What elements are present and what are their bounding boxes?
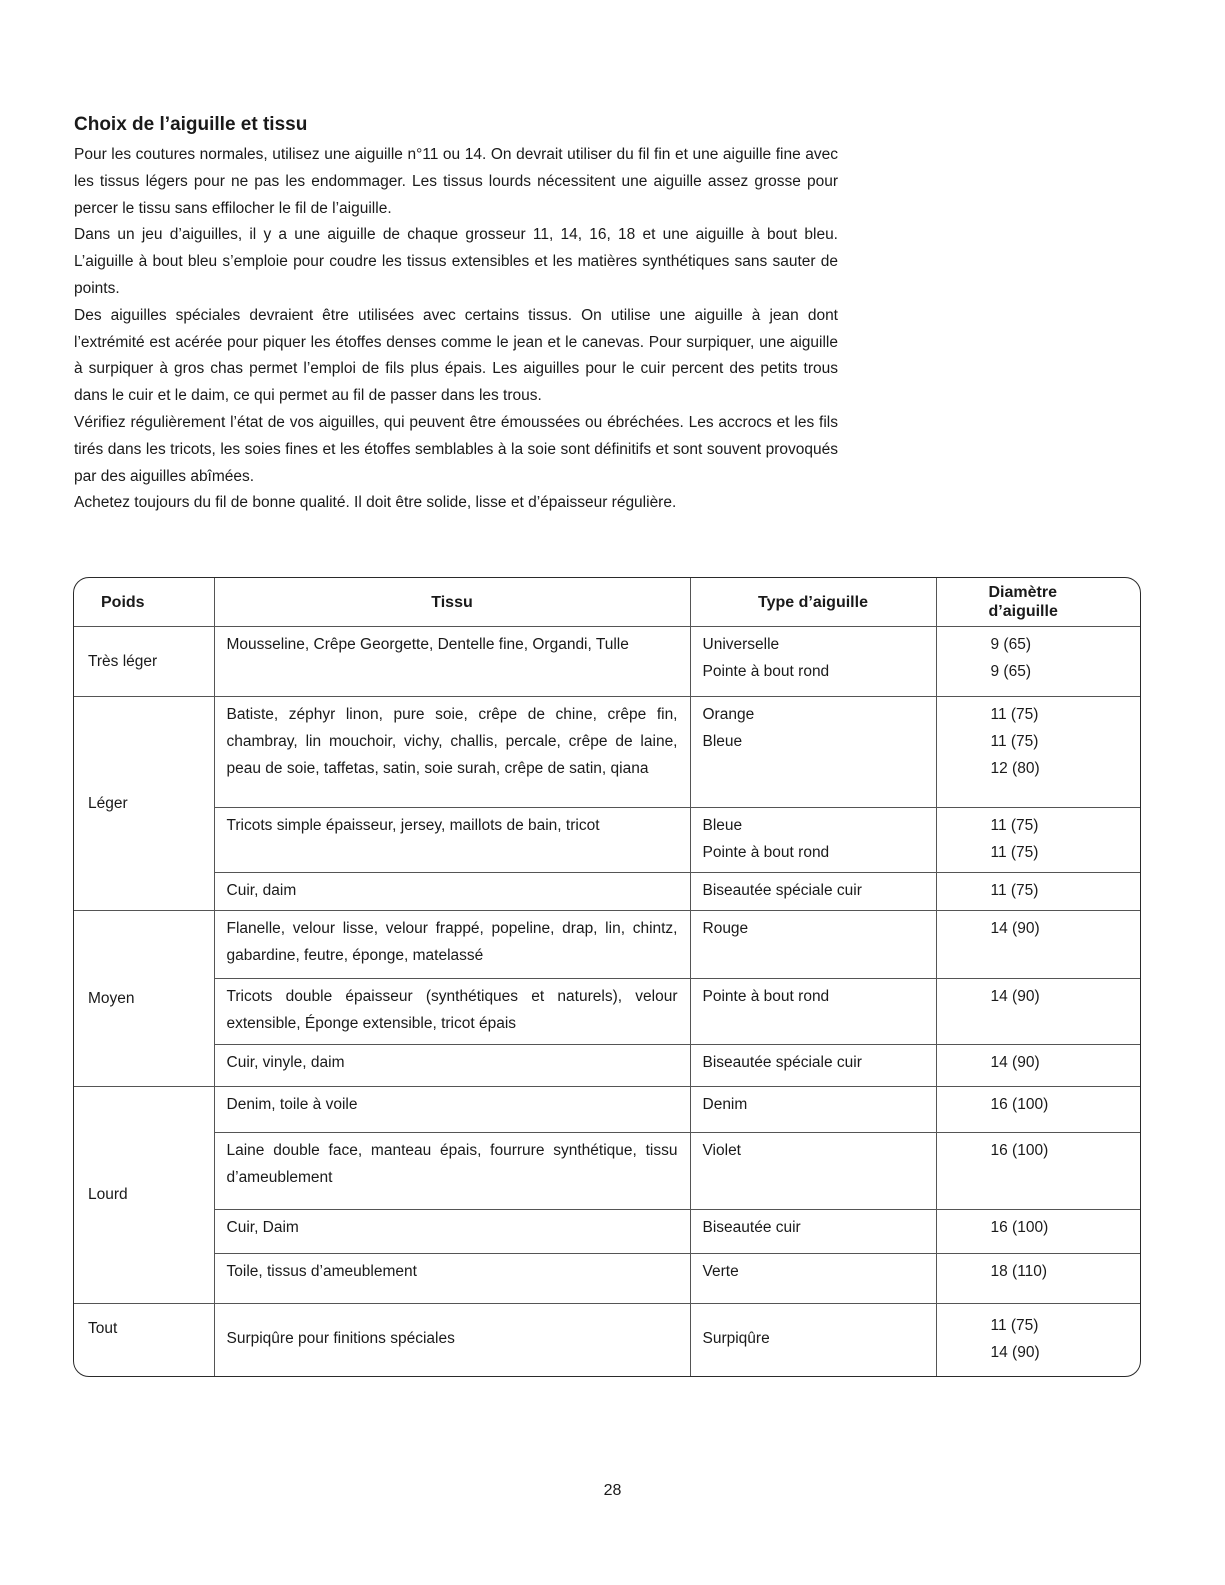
fabric-cell: Cuir, Daim: [214, 1210, 690, 1254]
diameter-cell: [936, 1254, 1140, 1304]
page-number: 28: [603, 1482, 622, 1499]
needle-type-cell: [690, 808, 936, 873]
weight-cell: Moyen: [74, 911, 214, 1087]
table-row: [74, 697, 1140, 808]
fabric-cell: Mousseline, Crêpe Georgette, Dentelle fine, Organdi, Tulle: [214, 627, 690, 697]
needle-size: 18 (110): [990, 1263, 1048, 1280]
diameter-cell: [936, 1133, 1140, 1210]
diameter-cell: [936, 1304, 1140, 1376]
fabric-cell: Batiste, zéphyr linon, pure soie, crêpe de chine, crêpe fin, chambray, lin mouchoir, vichy, challis, percale, crêpe de laine, peau de soie, taffetas, satin, soie surah, crêpe de satin, qiana: [214, 697, 690, 808]
needle-size: 9 (65): [990, 636, 1031, 653]
needle-type: Biseautée spéciale cuir: [702, 1054, 862, 1071]
diameter-cell: [936, 911, 1140, 979]
fabric-cell: Cuir, daim: [214, 873, 690, 911]
diameter-cell: [936, 697, 1140, 808]
weight-cell: Léger: [74, 697, 214, 911]
paragraph-4: Vérifiez régulièrement l’état de vos aiguilles, qui peuvent être émoussées ou ébréchées. Les accrocs et les fils tirés dans les tricots, les soies fines et les étoffes semblables à la soie sont définitifs et sont souvent provoqués par des aiguilles abîmées.: [74, 413, 838, 485]
needle-type: Pointe à bout rond: [702, 844, 830, 861]
fabric-cell: Tricots double épaisseur (synthétiques et naturels), velour extensible, Éponge extensible, tricot épais: [214, 979, 690, 1045]
fabric-cell: Flanelle, velour lisse, velour frappé, popeline, drap, lin, chintz, gabardine, feutre, éponge, matelassé: [214, 911, 690, 979]
fabric-cell: Toile, tissus d’ameublement: [214, 1254, 690, 1304]
table-row: [74, 1254, 1140, 1304]
needle-type-cell: [690, 627, 936, 697]
needle-type: Bleue: [702, 733, 743, 750]
needle-type: Orange: [702, 706, 755, 723]
needle-size: 11 (75): [990, 817, 1039, 834]
needle-type: Rouge: [702, 920, 749, 937]
needle-type-cell: [690, 1254, 936, 1304]
header-needle-type: Type d’aiguille: [690, 578, 936, 627]
needle-type-cell: [690, 1087, 936, 1133]
needle-size: 14 (90): [990, 920, 1040, 937]
needle-type: Pointe à bout rond: [702, 663, 830, 680]
needle-type: Universelle: [702, 636, 780, 653]
needle-size: 9 (65): [990, 663, 1031, 680]
needle-size: 11 (75): [990, 844, 1039, 861]
needle-type: Biseautée spéciale cuir: [702, 882, 862, 899]
needle-type-cell: [690, 1304, 936, 1376]
needle-size: 14 (90): [990, 1054, 1040, 1071]
needle-type: Surpiqûre: [702, 1330, 770, 1348]
fabric-cell: Cuir, vinyle, daim: [214, 1045, 690, 1087]
table-row: [74, 627, 1140, 697]
diameter-cell: [936, 1045, 1140, 1087]
paragraph-2: Dans un jeu d’aiguilles, il y a une aiguille de chaque grosseur 11, 14, 16, 18 et une aiguille à bout bleu. L’aiguille à bout bleu s’emploie pour coudre les tissus extensibles et les matières synthétiques sans sauter de points.: [74, 226, 838, 297]
table-row: [74, 911, 1140, 979]
needle-type: Verte: [702, 1263, 739, 1280]
diameter-cell: [936, 979, 1140, 1045]
fabric-cell: Laine double face, manteau épais, fourrure synthétique, tissu d’ameublement: [214, 1133, 690, 1210]
table-row: [74, 979, 1140, 1045]
needle-type: Bleue: [702, 817, 743, 834]
intro-section: [74, 112, 838, 517]
needle-size: 11 (75): [990, 882, 1039, 899]
table-row: [74, 1087, 1140, 1133]
needle-size: 11 (75): [990, 706, 1039, 723]
needle-type: Biseautée cuir: [702, 1219, 801, 1236]
weight-cell: Lourd: [74, 1087, 214, 1304]
table-row: [74, 1304, 1140, 1376]
needle-type-cell: [690, 979, 936, 1045]
table-header-row: [74, 578, 1140, 627]
table-row: [74, 1133, 1140, 1210]
needle-size: 16 (100): [990, 1219, 1049, 1236]
header-fabric: Tissu: [214, 578, 690, 627]
weight-cell: Tout: [74, 1304, 214, 1376]
needle-type-cell: [690, 1133, 936, 1210]
diameter-cell: [936, 1210, 1140, 1254]
table-row: [74, 808, 1140, 873]
header-weight: Poids: [74, 578, 214, 627]
needle-size: 11 (75): [990, 1316, 1039, 1334]
fabric-cell: Denim, toile à voile: [214, 1087, 690, 1133]
fabric-cell: Tricots simple épaisseur, jersey, maillots de bain, tricot: [214, 808, 690, 873]
table-row: [74, 873, 1140, 911]
header-diameter: Diamètre d’aiguille: [936, 578, 1140, 627]
needle-type: Denim: [702, 1096, 748, 1113]
needle-size: 12 (80): [990, 760, 1040, 777]
paragraph-1: Pour les coutures normales, utilisez une aiguille n°11 ou 14. On devrait utiliser du fil fin et une aiguille fine avec les tissus légers pour ne pas les endommager. Les tissus lourds nécessitent une aiguille assez grosse pour percer le tissu sans effilocher le fil de l’aiguille.: [74, 146, 838, 217]
needle-size: 14 (90): [990, 988, 1040, 1005]
table-row: [74, 1210, 1140, 1254]
needle-size: 16 (100): [990, 1096, 1049, 1113]
diameter-cell: [936, 627, 1140, 697]
needle-type-cell: [690, 1045, 936, 1087]
needle-type: Pointe à bout rond: [702, 988, 830, 1005]
needle-type-cell: [690, 873, 936, 911]
needle-type-cell: [690, 697, 936, 808]
weight-cell: Très léger: [74, 627, 214, 697]
paragraph-5: Achetez toujours du fil de bonne qualité. Il doit être solide, lisse et d’épaisseur régulière.: [74, 494, 677, 512]
needle-type: Violet: [702, 1142, 741, 1159]
needle-size: 11 (75): [990, 733, 1039, 750]
diameter-cell: [936, 873, 1140, 911]
table-body: [74, 627, 1140, 1376]
needle-type-cell: [690, 1210, 936, 1254]
table-row: [74, 1045, 1140, 1087]
needle-fabric-table: [73, 577, 1141, 1377]
section-title: Choix de l’aiguille et tissu: [74, 114, 308, 135]
diameter-cell: [936, 1087, 1140, 1133]
fabric-cell: Surpiqûre pour finitions spéciales: [214, 1304, 690, 1376]
paragraph-3: Des aiguilles spéciales devraient être utilisées avec certains tissus. On utilise une aiguille à jean dont l’extrémité est acérée pour piquer les étoffes denses comme le jean et le canevas. Pour surpiquer, une aiguille à surpiquer à gros chas permet l’emploi de fils plus épais. Les aiguilles pour le cuir percent des petits trous dans le cuir et le daim, ce qui permet au fil de passer dans les trous.: [74, 306, 838, 405]
needle-type-cell: [690, 911, 936, 979]
diameter-cell: [936, 808, 1140, 873]
needle-size: 16 (100): [990, 1142, 1049, 1159]
needle-size: 14 (90): [990, 1343, 1040, 1361]
